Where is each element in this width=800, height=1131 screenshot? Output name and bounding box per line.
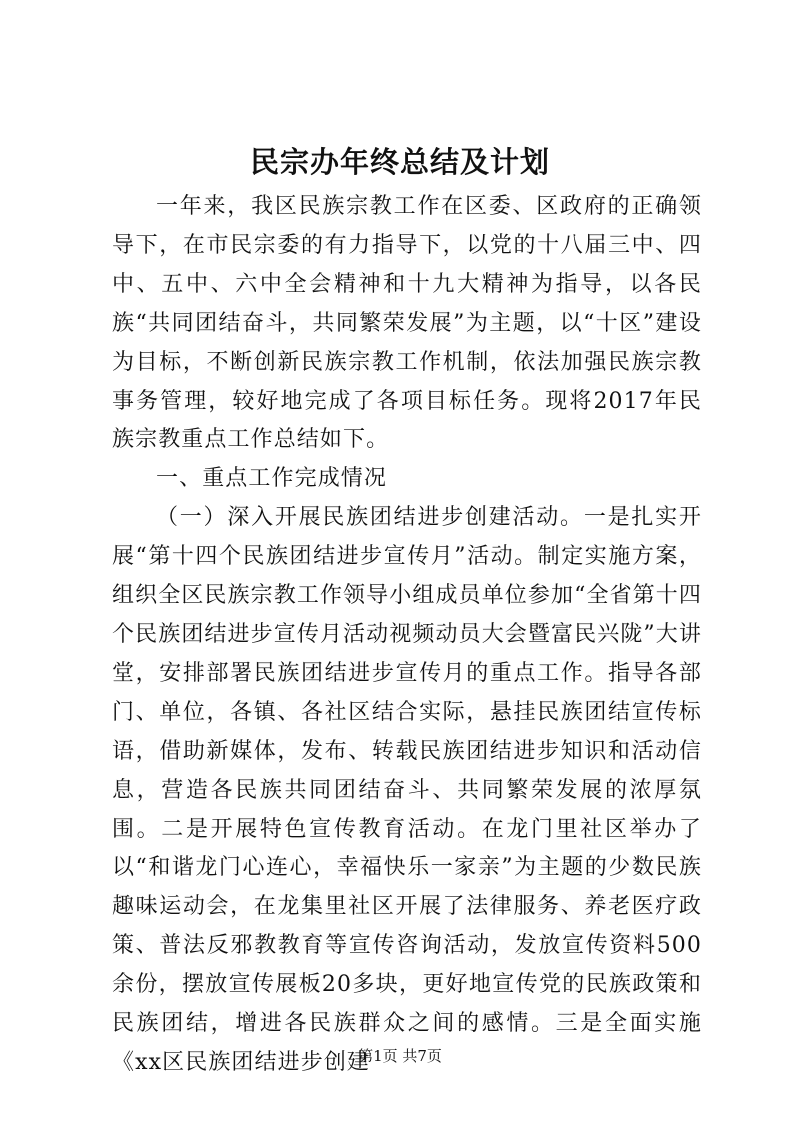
document-body: [112, 188, 702, 1083]
page-footer: 第1页 共7页: [358, 1047, 442, 1065]
paragraph-intro: 一年来，我区民族宗教工作在区委、区政府的正确领导下，在市民宗委的有力指导下，以党的十八届三中、四中、五中、六中全会精神和十九大精神为指导，以各民族“共同团结奋斗，共同繁荣发展”为主题，以“十区”建设为目标，不断创新民族宗教工作机制，依法加强民族宗教事务管理，较好地完成了各项目标任务。现将2017年民族宗教重点工作总结如下。: [112, 194, 702, 453]
document-title: 民宗办年终总结及计划: [249, 145, 550, 179]
paragraph-section-1: （一）深入开展民族团结进步创建活动。一是扎实开展“第十四个民族团结进步宣传月”活动。制定实施方案，组织全区民族宗教工作领导小组成员单位参加“全省第十四个民族团结进步宣传月活动视频动员大会暨富民兴陇”大讲堂，安排部署民族团结进步宣传月的重点工作。指导各部门、单位，各镇、各社区结合实际，悬挂民族团结宣传标语，借助新媒体，发布、转载民族团结进步知识和活动信息，营造各民族共同团结奋斗、共同繁荣发展的浓厚氛围。二是开展特色宣传教育活动。在龙门里社区举办了以“和谐龙门心连心，幸福快乐一家亲”为主题的少数民族趣味运动会，在龙集里社区开展了法律服务、养老医疗政策、普法反邪教教育等宣传咨询活动，发放宣传资料500余份，摆放宣传展板20多块，更好地宣传党的民族政策和民族团结，增进各民族群众之间的感情。三是全面实施《xx区民族团结进步创建: [112, 505, 702, 1075]
section-heading: 一、重点工作完成情况: [156, 466, 388, 492]
